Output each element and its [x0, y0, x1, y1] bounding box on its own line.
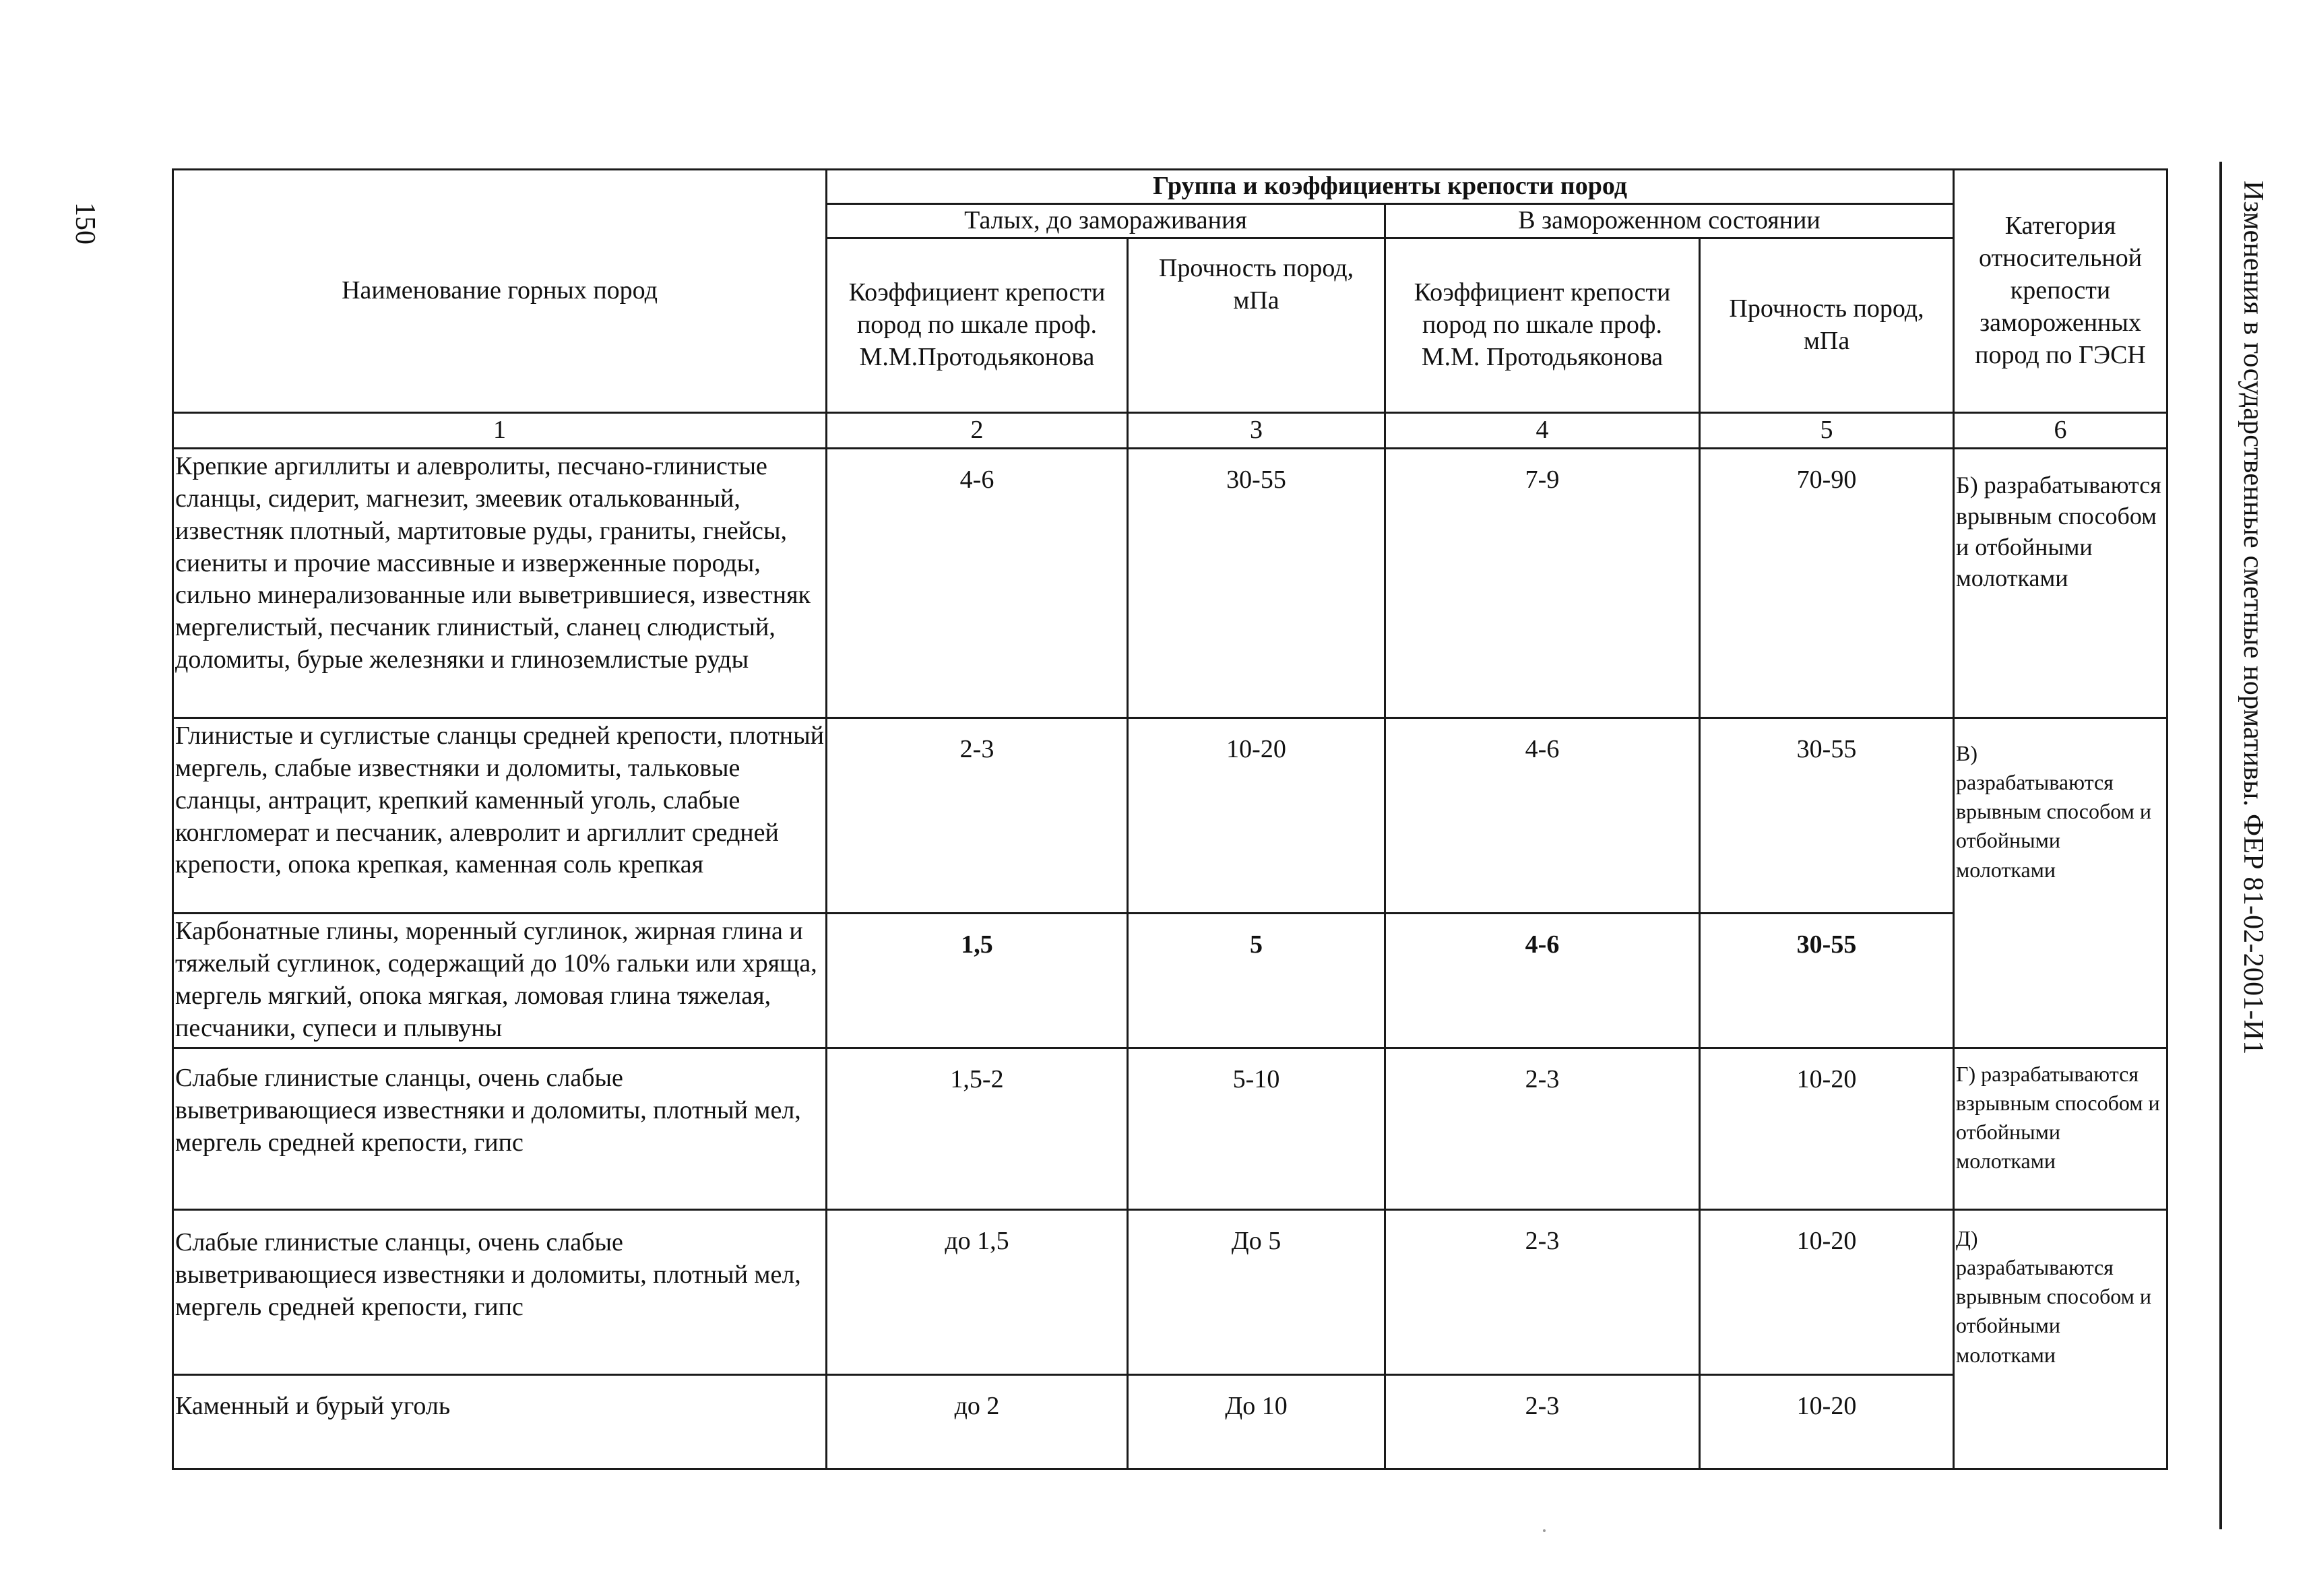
table-row	[173, 1374, 2167, 1469]
column-number: 1	[173, 412, 827, 448]
rock-name-cell: Слабые глинистые сланцы, очень слабые выветривающиеся известняки и доломиты, плотный мел, мергель средней крепости, гипс	[173, 1209, 827, 1374]
category-cell: Б) разрабатываются врывным способом и отбойными молотками	[1954, 448, 2167, 717]
header-coef-thawed: Коэффициент крепости пород по шкале проф. М.М.Протодьяконова	[827, 238, 1128, 412]
coef-frozen-cell: 4-6	[1385, 913, 1700, 1048]
strength-frozen-cell: 10-20	[1700, 1048, 1954, 1209]
side-rule	[2219, 162, 2222, 1529]
table-row	[173, 913, 2167, 1048]
coef-frozen-cell: 2-3	[1385, 1374, 1700, 1469]
rock-strength-table-wrapper	[172, 168, 2166, 1470]
rock-name-cell: Слабые глинистые сланцы, очень слабые выветривающиеся известняки и доломиты, плотный мел, мергель средней крепости, гипс	[173, 1048, 827, 1209]
table-row	[173, 717, 2167, 913]
strength-thawed-cell: 5-10	[1128, 1048, 1385, 1209]
strength-frozen-cell: 30-55	[1700, 717, 1954, 913]
strength-thawed-cell: 5	[1128, 913, 1385, 1048]
table-row	[173, 1209, 2167, 1374]
rock-name-cell: Карбонатные глины, моренный суглинок, жирная глина и тяжелый суглинок, содержащий до 10% гальки или хряща, мергель мягкий, опока мягкая, ломовая глина тяжелая, песчаники, супеси и плывуны	[173, 913, 827, 1048]
header-group: Группа и коэффициенты крепости пород	[827, 170, 1954, 204]
column-number: 6	[1954, 412, 2167, 448]
scan-artifact	[1543, 1529, 1546, 1532]
column-number: 4	[1385, 412, 1700, 448]
strength-thawed-cell: 30-55	[1128, 448, 1385, 717]
header-strength-thawed: Прочность пород, мПа	[1128, 238, 1385, 412]
table-row	[173, 448, 2167, 717]
rock-strength-table	[172, 168, 2168, 1470]
coef-thawed-cell: 2-3	[827, 717, 1128, 913]
page-number: 150	[69, 202, 100, 245]
coef-frozen-cell: 2-3	[1385, 1209, 1700, 1374]
header-rock-name: Наименование горных пород	[173, 170, 827, 413]
coef-frozen-cell: 7-9	[1385, 448, 1700, 717]
strength-thawed-cell: До 10	[1128, 1374, 1385, 1469]
coef-thawed-cell: до 1,5	[827, 1209, 1128, 1374]
column-number: 2	[827, 412, 1128, 448]
coef-thawed-cell: до 2	[827, 1374, 1128, 1469]
coef-thawed-cell: 1,5	[827, 913, 1128, 1048]
coef-frozen-cell: 4-6	[1385, 717, 1700, 913]
strength-frozen-cell: 30-55	[1700, 913, 1954, 1048]
category-cell: Д) разрабатываются врывным способом и отбойными молотками	[1954, 1209, 2167, 1374]
rock-name-cell: Каменный и бурый уголь	[173, 1374, 827, 1469]
column-number: 5	[1700, 412, 1954, 448]
header-category: Категория относительной крепости замороженных пород по ГЭСН	[1954, 170, 2167, 413]
category-cell-continued	[1954, 1374, 2167, 1469]
strength-frozen-cell: 70-90	[1700, 448, 1954, 717]
side-caption: Изменения в государственные сметные нормативы. ФЕР 81-02-2001-И1	[2238, 181, 2269, 1055]
category-cell: В) разрабатываются врывным способом и отбойными молотками	[1954, 717, 2167, 913]
header-thawed: Талых, до замораживания	[827, 204, 1385, 238]
strength-frozen-cell: 10-20	[1700, 1374, 1954, 1469]
header-frozen: В замороженном состоянии	[1385, 204, 1954, 238]
header-strength-frozen: Прочность пород, мПа	[1700, 238, 1954, 412]
coef-frozen-cell: 2-3	[1385, 1048, 1700, 1209]
coef-thawed-cell: 4-6	[827, 448, 1128, 717]
coef-thawed-cell: 1,5-2	[827, 1048, 1128, 1209]
strength-frozen-cell: 10-20	[1700, 1209, 1954, 1374]
category-cell-continued	[1954, 913, 2167, 1048]
rock-name-cell: Крепкие аргиллиты и алевролиты, песчано-глинистые сланцы, сидерит, магнезит, змеевик оталькованный, известняк плотный, мартитовые руды, граниты, гнейсы, сиениты и прочие массивные и изверженные породы, сильно минерализованные или выветрившиеся, известняк мергелистый, песчаник глинистый, сланец слюдистый, доломиты, бурые железняки и глиноземлистые руды	[173, 448, 827, 717]
table-row	[173, 1048, 2167, 1209]
column-number: 3	[1128, 412, 1385, 448]
header-coef-frozen: Коэффициент крепости пород по шкале проф. М.М. Протодьяконова	[1385, 238, 1700, 412]
strength-thawed-cell: До 5	[1128, 1209, 1385, 1374]
strength-thawed-cell: 10-20	[1128, 717, 1385, 913]
category-cell: Г) разрабатываются взрывным способом и отбойными молотками	[1954, 1048, 2167, 1209]
rock-name-cell: Глинистые и суглистые сланцы средней крепости, плотный мергель, слабые известняки и доломиты, тальковые сланцы, антрацит, крепкий каменный уголь, слабые конгломерат и песчаник, алевролит и аргиллит средней крепости, опока крепкая, каменная соль крепкая	[173, 717, 827, 913]
